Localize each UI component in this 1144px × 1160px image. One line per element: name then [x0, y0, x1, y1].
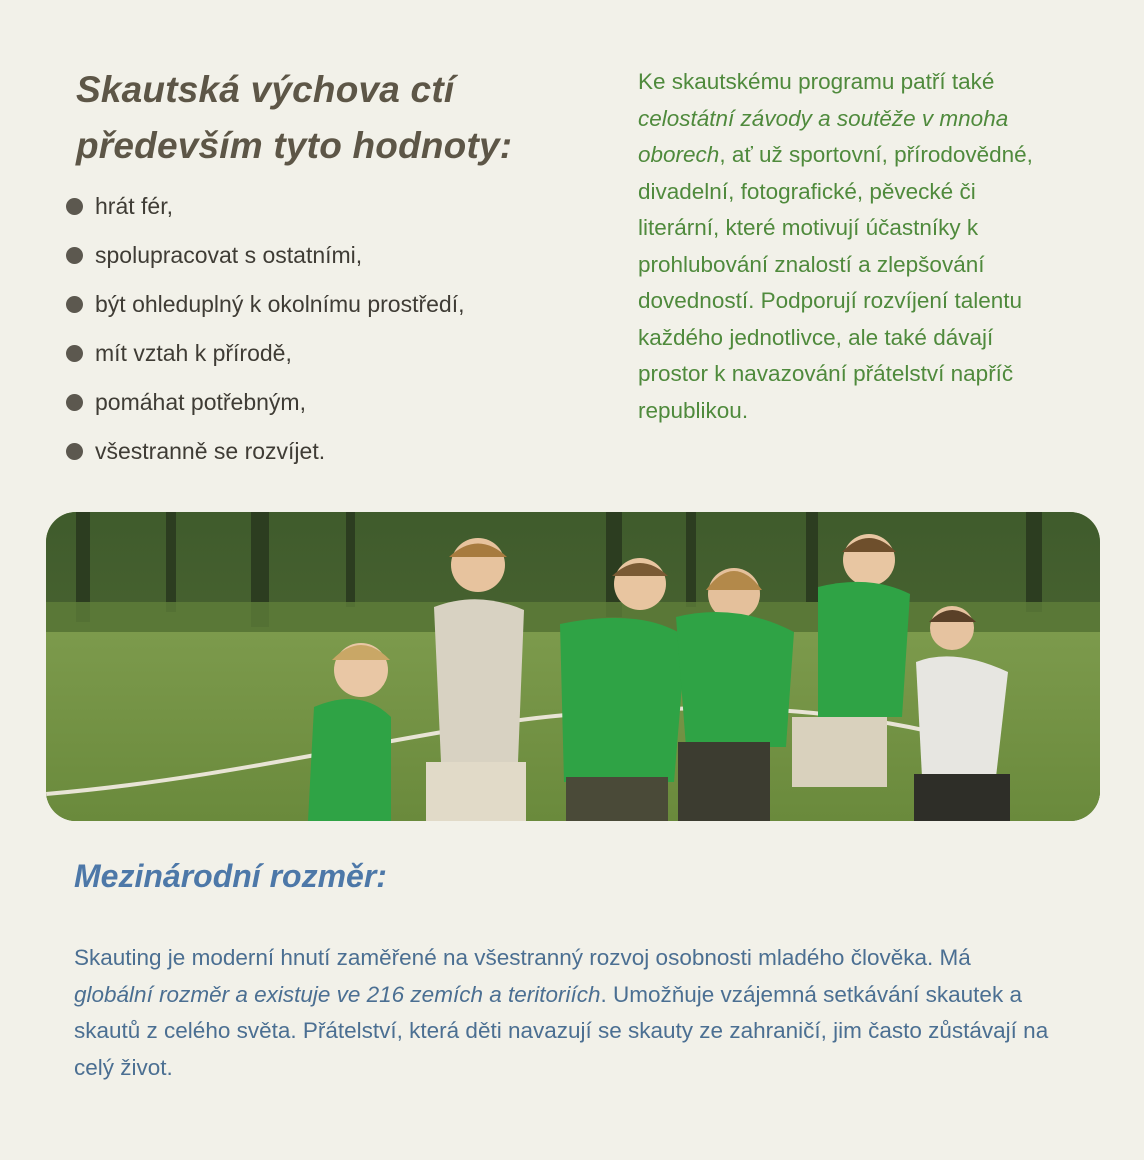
- bullet-icon: [66, 394, 83, 411]
- values-list: [66, 182, 626, 476]
- values-heading-line1: Skautská výchova ctí: [76, 69, 455, 110]
- program-text-emphasis: celostátní závody a soutěže v mnoha oborech: [638, 105, 1009, 167]
- bullet-icon: [66, 247, 83, 264]
- list-item: [66, 231, 626, 280]
- international-text-emphasis: globální rozměr a existuje ve 216 zemích a teritoriích: [74, 981, 601, 1007]
- program-text-start: Ke skautskému programu patří také: [638, 69, 995, 94]
- list-item: [66, 329, 626, 378]
- tug-of-war-photo: [46, 512, 1100, 821]
- bullet-icon: [66, 296, 83, 313]
- list-item: [66, 182, 626, 231]
- bullet-icon: [66, 198, 83, 215]
- list-item: [66, 280, 626, 329]
- values-heading: [76, 62, 596, 174]
- value-label: spolupracovat s ostatními,: [95, 242, 363, 268]
- value-label: mít vztah k přírodě,: [95, 340, 292, 366]
- international-heading: Mezinárodní rozměr:: [74, 858, 387, 894]
- value-label: hrát fér,: [95, 193, 173, 219]
- bullet-icon: [66, 345, 83, 362]
- international-text-end: . Umožňuje vzájemná setkávání skautek a skautů z celého světa. Přátelství, která děti navazují se skauty ze zahraničí, jim často zůstávají na celý život.: [74, 981, 1049, 1080]
- international-text-start: Skauting je moderní hnutí zaměřené na všestranný rozvoj osobnosti mladého člověka. Má: [74, 945, 971, 970]
- value-label: všestranně se rozvíjet.: [95, 438, 326, 464]
- bullet-icon: [66, 443, 83, 460]
- international-paragraph: [74, 940, 1054, 1086]
- values-heading-line2: především tyto hodnoty:: [76, 125, 513, 166]
- program-text-end: , ať už sportovní, přírodovědné, divadelní, fotografické, pěvecké či literární, které motivují účastníky k prohlubování znalostí a zlepšování dovedností. Podporují rozvíjení talentu každého jednotlivce, ale také dávají prostor k navazování přátelství napříč republikou.: [638, 142, 1033, 423]
- program-paragraph: [638, 64, 1058, 429]
- value-label: pomáhat potřebným,: [95, 389, 306, 415]
- list-item: [66, 427, 626, 476]
- photo-illustration: [46, 512, 1100, 821]
- value-label: být ohleduplný k okolnímu prostředí,: [95, 291, 465, 317]
- list-item: [66, 378, 626, 427]
